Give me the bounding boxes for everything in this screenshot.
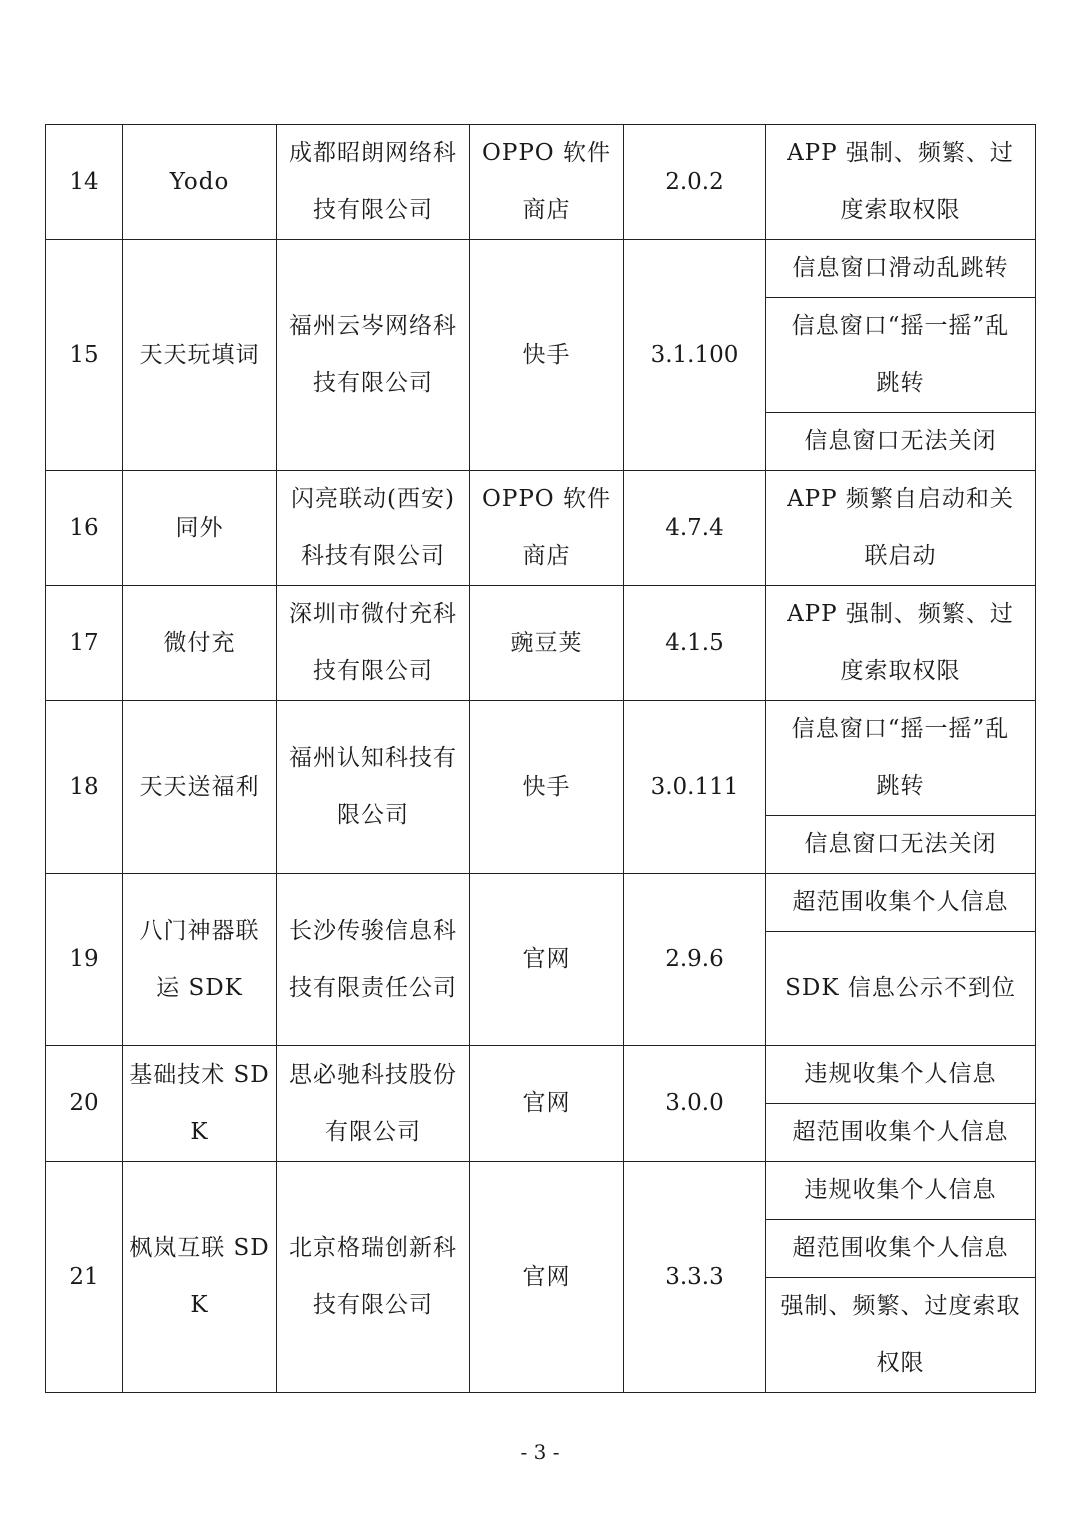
table-row (46, 874, 1036, 932)
issue-cell: SDK 信息公示不到位 (766, 932, 1036, 1046)
company-name: 北京格瑞创新科技有限公司 (277, 1162, 470, 1393)
app-channel: OPPO 软件商店 (470, 125, 624, 240)
app-channel: 豌豆荚 (470, 586, 624, 701)
row-number: 15 (46, 240, 123, 471)
issue-cell: 超范围收集个人信息 (766, 1104, 1036, 1162)
company-name: 福州云岑网络科技有限公司 (277, 240, 470, 471)
app-version: 3.0.0 (624, 1046, 766, 1162)
app-name: Yodo (123, 125, 277, 240)
app-version: 3.0.111 (624, 701, 766, 874)
row-number: 18 (46, 701, 123, 874)
app-version: 2.9.6 (624, 874, 766, 1046)
app-channel: 官网 (470, 1046, 624, 1162)
app-name: 同外 (123, 471, 277, 586)
row-number: 16 (46, 471, 123, 586)
row-number: 17 (46, 586, 123, 701)
app-channel: 快手 (470, 701, 624, 874)
app-channel: 官网 (470, 874, 624, 1046)
app-name: 八门神器联运 SDK (123, 874, 277, 1046)
app-version: 3.1.100 (624, 240, 766, 471)
app-channel: OPPO 软件商店 (470, 471, 624, 586)
table-row (46, 125, 1036, 240)
app-violation-table (45, 124, 1036, 1393)
issue-cell: 超范围收集个人信息 (766, 874, 1036, 932)
issue-cell: APP 频繁自启动和关联启动 (766, 471, 1036, 586)
app-channel: 官网 (470, 1162, 624, 1393)
app-name: 天天玩填词 (123, 240, 277, 471)
company-name: 闪亮联动(西安)科技有限公司 (277, 471, 470, 586)
app-name: 基础技术 SDK (123, 1046, 277, 1162)
issue-cell: APP 强制、频繁、过度索取权限 (766, 586, 1036, 701)
issue-cell: 超范围收集个人信息 (766, 1220, 1036, 1278)
company-name: 长沙传骏信息科技有限责任公司 (277, 874, 470, 1046)
company-name: 成都昭朗网络科技有限公司 (277, 125, 470, 240)
app-version: 2.0.2 (624, 125, 766, 240)
app-name: 枫岚互联 SDK (123, 1162, 277, 1393)
row-number: 14 (46, 125, 123, 240)
page-number: - 3 - (520, 1440, 560, 1464)
issue-cell: 强制、频繁、过度索取权限 (766, 1278, 1036, 1393)
app-version: 4.7.4 (624, 471, 766, 586)
row-number: 20 (46, 1046, 123, 1162)
table-row (46, 1046, 1036, 1104)
issue-cell: 信息窗口“摇一摇”乱跳转 (766, 298, 1036, 413)
issue-cell: APP 强制、频繁、过度索取权限 (766, 125, 1036, 240)
app-version: 3.3.3 (624, 1162, 766, 1393)
table-row (46, 1162, 1036, 1220)
app-version: 4.1.5 (624, 586, 766, 701)
row-number: 19 (46, 874, 123, 1046)
app-channel: 快手 (470, 240, 624, 471)
issue-cell: 信息窗口“摇一摇”乱跳转 (766, 701, 1036, 816)
issue-cell: 违规收集个人信息 (766, 1046, 1036, 1104)
table-row (46, 701, 1036, 816)
company-name: 思必驰科技股份有限公司 (277, 1046, 470, 1162)
app-name: 天天送福利 (123, 701, 277, 874)
company-name: 深圳市微付充科技有限公司 (277, 586, 470, 701)
issue-cell: 信息窗口无法关闭 (766, 413, 1036, 471)
issue-cell: 信息窗口滑动乱跳转 (766, 240, 1036, 298)
table-row (46, 471, 1036, 586)
table-row (46, 240, 1036, 298)
company-name: 福州认知科技有限公司 (277, 701, 470, 874)
issue-cell: 信息窗口无法关闭 (766, 816, 1036, 874)
table-row (46, 586, 1036, 701)
app-name: 微付充 (123, 586, 277, 701)
row-number: 21 (46, 1162, 123, 1393)
issue-cell: 违规收集个人信息 (766, 1162, 1036, 1220)
